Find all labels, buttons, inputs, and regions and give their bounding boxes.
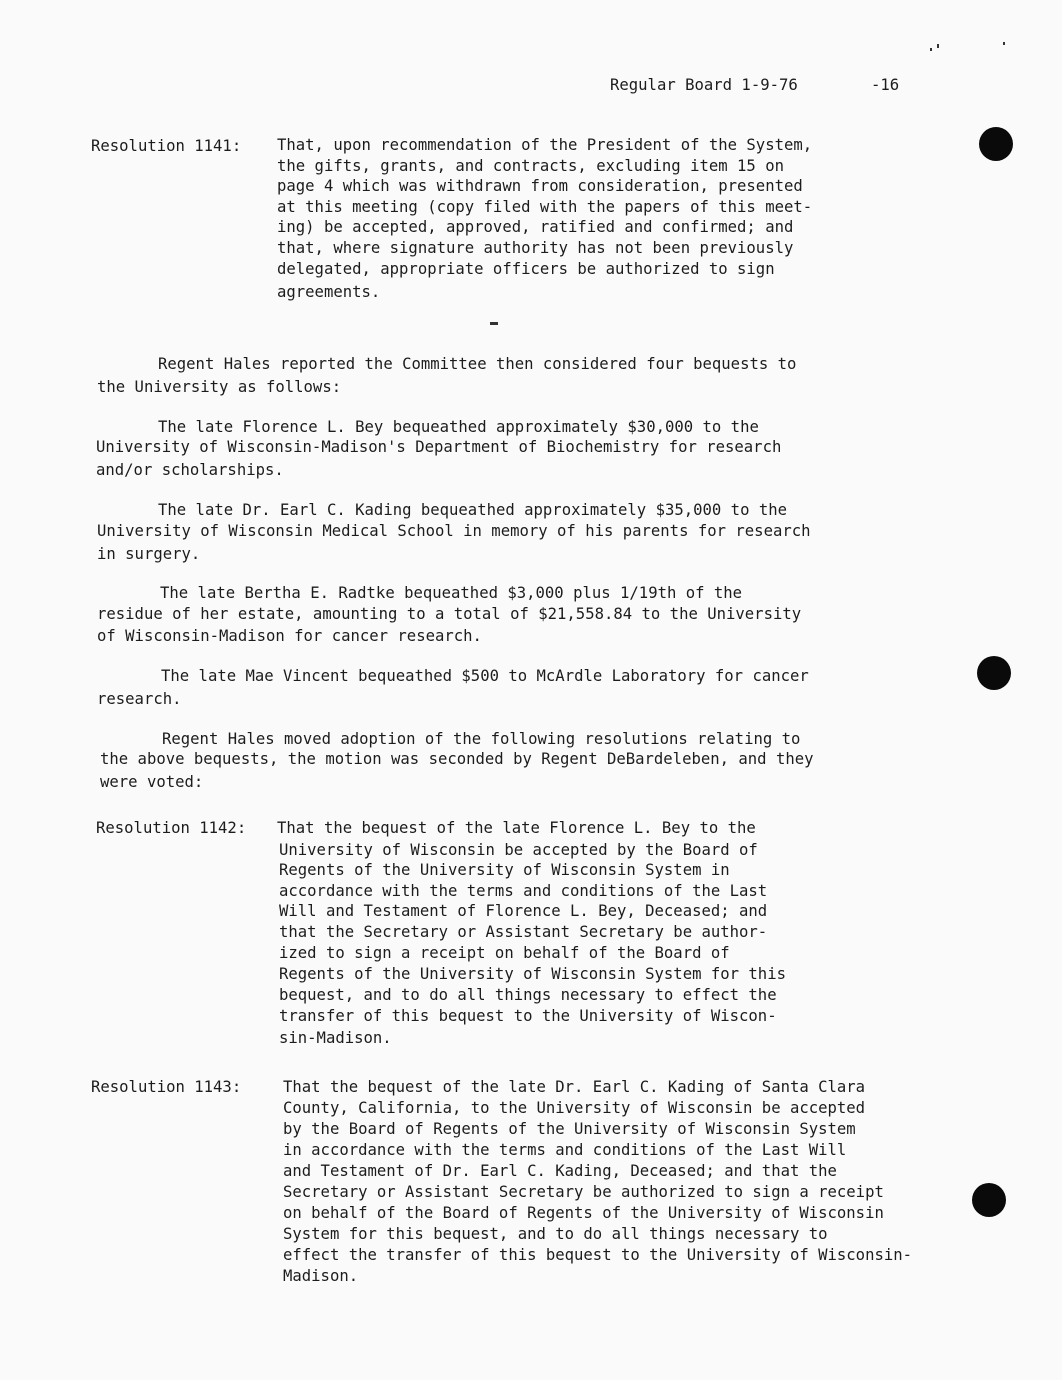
text-line: Regents of the University of Wisconsin System for this [279,965,786,983]
resolution-1142-label: Resolution 1142: [96,819,247,837]
separator-dash [490,322,498,325]
text-line: and/or scholarships. [96,461,284,479]
header-page-number: -16 [871,76,900,94]
header-title: Regular Board 1-9-76 [610,76,798,94]
binder-hole-middle [977,656,1011,690]
text-line: on behalf of the Board of Regents of the University of Wisconsin [283,1204,884,1222]
text-line: University of Wisconsin Medical School in memory of his parents for research [97,522,811,540]
text-line: at this meeting (copy filed with the papers of this meet- [277,198,813,216]
text-line: Secretary or Assistant Secretary be authorized to sign a receipt [283,1183,884,1201]
text-line: transfer of this bequest to the University of Wiscon- [279,1007,777,1025]
scan-speck [937,44,939,48]
text-line: Madison. [283,1267,359,1285]
text-line: that, where signature authority has not been previously [277,239,794,257]
text-line: delegated, appropriate officers be authorized to sign [277,260,775,278]
resolution-1141-label: Resolution 1141: [91,137,242,155]
text-line: the gifts, grants, and contracts, excluding item 15 on [277,157,784,175]
text-line: were voted: [100,773,204,791]
scan-speck [1003,42,1005,45]
resolution-1143-label: Resolution 1143: [91,1078,242,1096]
text-line: Will and Testament of Florence L. Bey, Deceased; and [279,902,768,920]
text-line: effect the transfer of this bequest to the University of Wisconsin- [283,1246,913,1264]
text-line: County, California, to the University of Wisconsin be accepted [283,1099,866,1117]
text-line: That the bequest of the late Dr. Earl C. Kading of Santa Clara [283,1078,866,1096]
text-line: The late Mae Vincent bequeathed $500 to McArdle Laboratory for cancer [161,667,809,685]
scan-speck [930,48,932,51]
text-line: That the bequest of the late Florence L. Bey to the [277,819,756,837]
binder-hole-bottom [972,1183,1006,1217]
text-line: page 4 which was withdrawn from consideration, presented [277,177,803,195]
text-line: Regent Hales reported the Committee then considered four bequests to [158,355,797,373]
text-line: research. [97,690,182,708]
text-line: of Wisconsin-Madison for cancer research. [97,627,482,645]
binder-hole-top [979,127,1013,161]
text-line: The late Florence L. Bey bequeathed approximately $30,000 to the [158,418,759,436]
text-line: The late Dr. Earl C. Kading bequeathed approximately $35,000 to the [158,501,788,519]
text-line: in accordance with the terms and conditions of the Last Will [283,1141,847,1159]
text-line: System for this bequest, and to do all things necessary to [283,1225,828,1243]
text-line: That, upon recommendation of the President of the System, [277,136,813,154]
text-line: the above bequests, the motion was seconded by Regent DeBardeleben, and they [100,750,814,768]
text-line: agreements. [277,283,381,301]
text-line: The late Bertha E. Radtke bequeathed $3,000 plus 1/19th of the [160,584,743,602]
text-line: residue of her estate, amounting to a total of $21,558.84 to the University [97,605,802,623]
text-line: that the Secretary or Assistant Secretary be author- [279,923,768,941]
text-line: and Testament of Dr. Earl C. Kading, Deceased; and that the [283,1162,837,1180]
text-line: ing) be accepted, approved, ratified and confirmed; and [277,218,794,236]
text-line: accordance with the terms and conditions of the Last [279,882,768,900]
text-line: ized to sign a receipt on behalf of the Board of [279,944,730,962]
text-line: sin-Madison. [279,1029,392,1047]
text-line: University of Wisconsin be accepted by the Board of [279,841,758,859]
text-line: Regents of the University of Wisconsin System in [279,861,730,879]
text-line: bequest, and to do all things necessary to effect the [279,986,777,1004]
text-line: Regent Hales moved adoption of the following resolutions relating to [162,730,801,748]
text-line: in surgery. [97,545,201,563]
text-line: University of Wisconsin-Madison's Department of Biochemistry for research [96,438,782,456]
text-line: the University as follows: [97,378,342,396]
text-line: by the Board of Regents of the University of Wisconsin System [283,1120,856,1138]
